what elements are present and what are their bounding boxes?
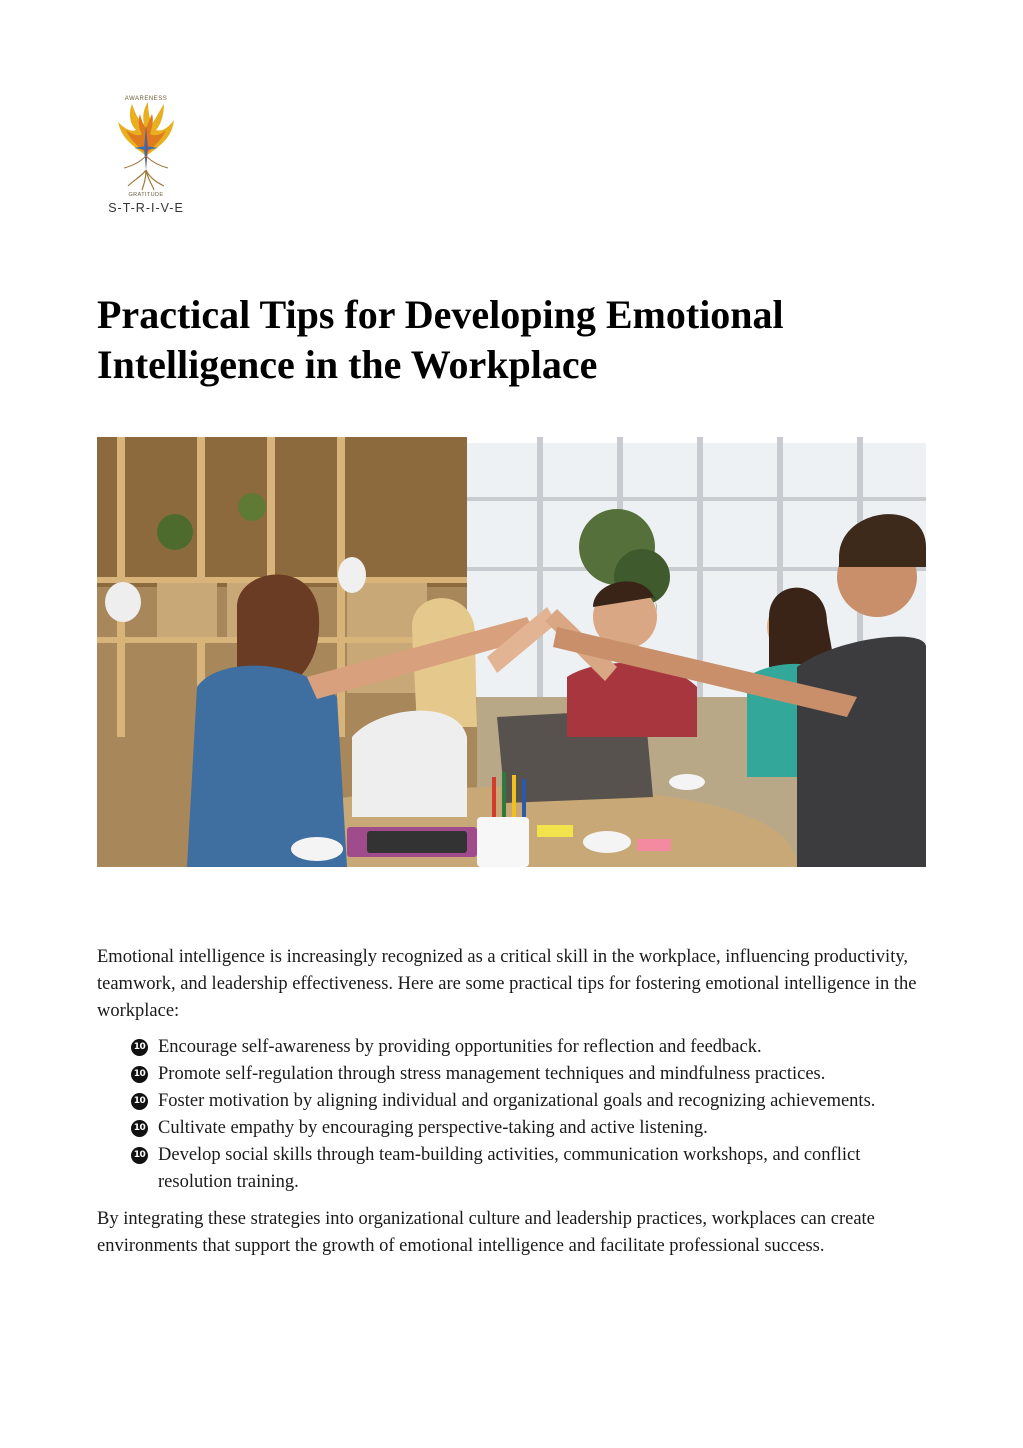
list-item (131, 1034, 927, 1061)
numbered-bullet-icon: 10 (131, 1147, 148, 1164)
tips-list (97, 1034, 927, 1196)
list-item (131, 1142, 927, 1196)
tip-text: Foster motivation by aligning individual and organizational goals and recognizing achievements. (158, 1091, 876, 1111)
numbered-bullet-icon: 10 (131, 1093, 148, 1110)
team-high-five-photo (97, 437, 926, 867)
strive-logo (104, 96, 188, 220)
tip-text: Promote self-regulation through stress management techniques and mindfulness practices. (158, 1064, 826, 1084)
intro-paragraph: Emotional intelligence is increasingly recognized as a critical skill in the workplace, influencing productivity, teamwork, and leadership effectiveness. Here are some practical tips for fostering emotional intelligence in the workplace: (97, 947, 917, 1021)
tip-text: Develop social skills through team-building activities, communication workshops, and conflict resolution training. (158, 1145, 861, 1192)
phoenix-compass-logo-icon (104, 96, 188, 196)
numbered-bullet-icon: 10 (131, 1120, 148, 1137)
tip-text: Cultivate empathy by encouraging perspective-taking and active listening. (158, 1118, 708, 1138)
tip-text: Encourage self-awareness by providing opportunities for reflection and feedback. (158, 1037, 762, 1057)
numbered-bullet-icon: 10 (131, 1039, 148, 1056)
logo-top-word: AWARENESS (124, 96, 168, 102)
numbered-bullet-icon: 10 (131, 1066, 148, 1083)
conclusion-paragraph: By integrating these strategies into organizational culture and leadership practices, workplaces can create environments that support the growth of emotional intelligence and facilitate professional success. (97, 1209, 875, 1256)
logo-middle-word: GRATITUDE (128, 192, 164, 198)
logo-brand-name: S-T-R-I-V-E (108, 201, 184, 215)
list-item (131, 1115, 927, 1142)
page-title: Practical Tips for Developing Emotional Intelligence in the Workplace (97, 292, 784, 387)
list-item (131, 1088, 927, 1115)
list-item (131, 1061, 927, 1088)
article-body (97, 944, 927, 1260)
